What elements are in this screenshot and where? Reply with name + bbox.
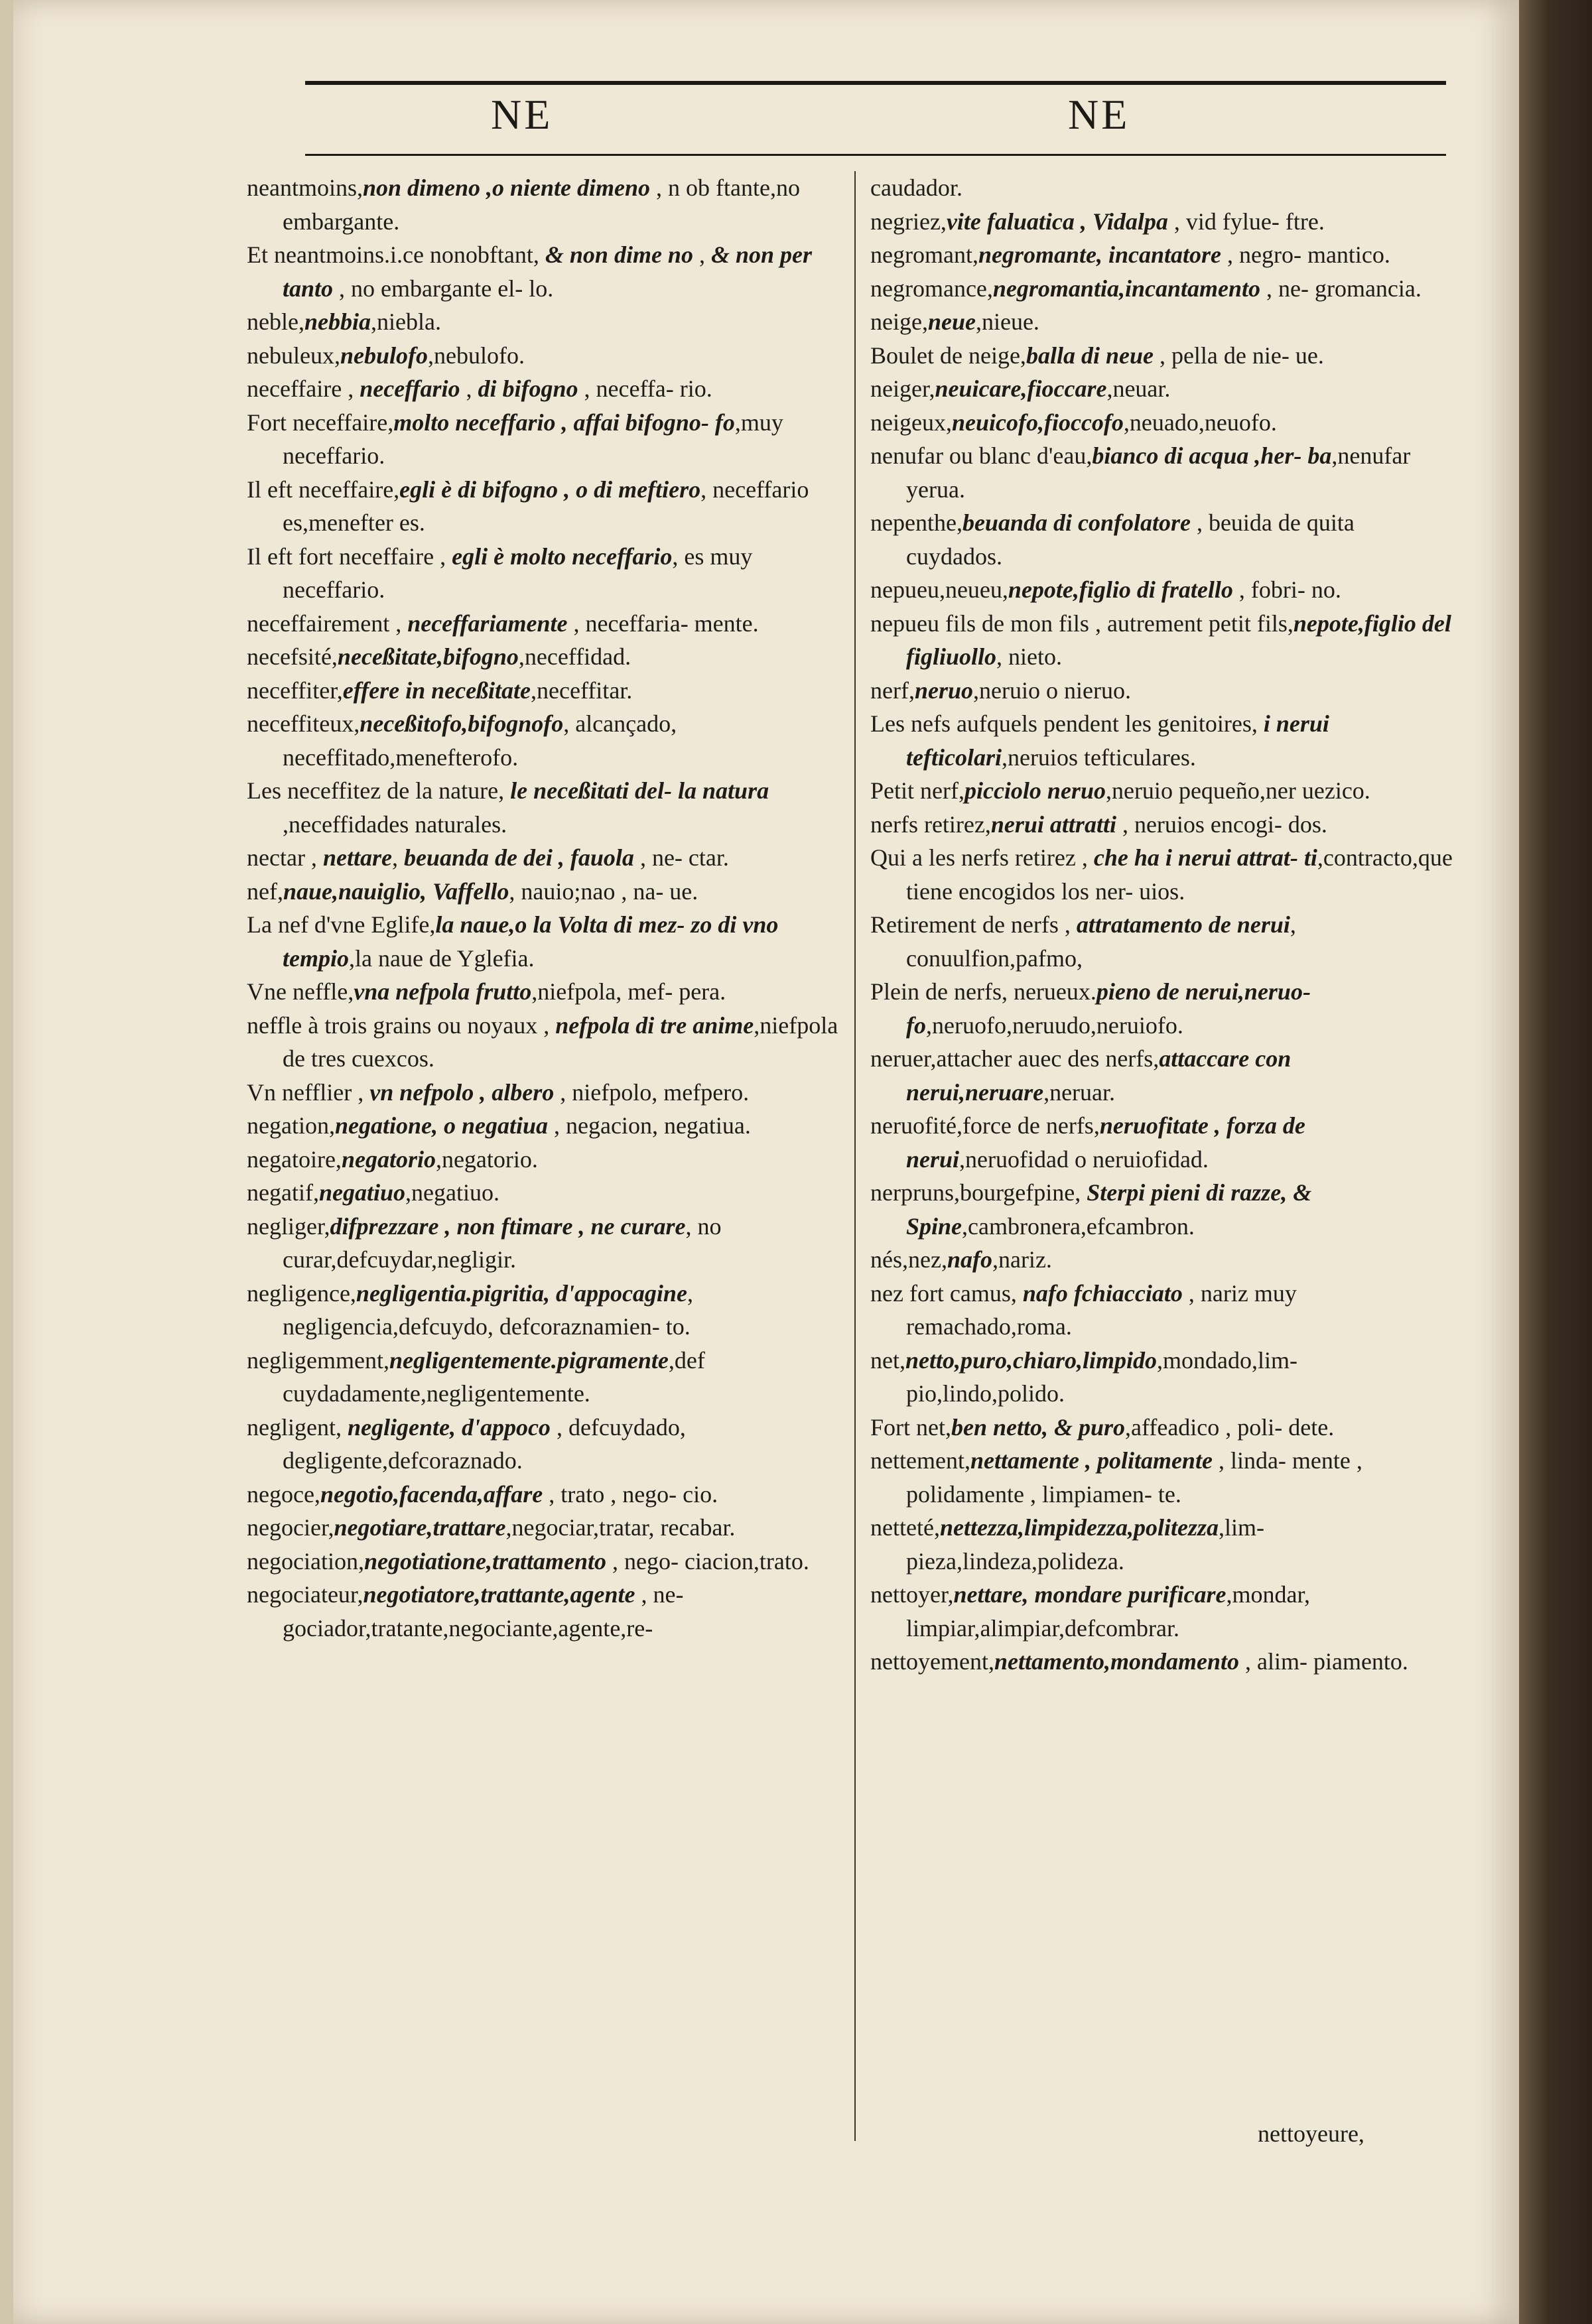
dictionary-entry: nez fort camus, nafo fchiacciato , nariz muy remachado,roma. [870,1279,1297,1340]
dictionary-entry: Retirement de nerfs , attratamento de nerui, conuulfion,pafmo, [870,911,1296,972]
binding-gutter [1519,0,1592,2324]
dictionary-entry: Il eft fort neceffaire , egli è molto neceffario, es muy neceffario. [247,543,753,603]
dictionary-entry: Boulet de neige,balla di neue , pella de nie- ue. [870,342,1324,369]
dictionary-entry: negliger,difprezzare , non ftimare , ne curare, no curar,defcuydar,negligir. [247,1212,722,1273]
dictionary-entry: Les nefs aufquels pendent les genitoires, i nerui tefticolari,neruios tefticulares. [870,710,1329,771]
dictionary-entry: nés,nez,nafo,nariz. [870,1246,1052,1273]
dictionary-entry: nerpruns,bourgefpine, Sterpi pieni di razze, & Spine,cambronera,efcambron. [870,1179,1312,1240]
dictionary-entry: negromant,negromante, incantatore , negro- mantico. [870,241,1390,268]
dictionary-entry: neffle à trois grains ou noyaux , nefpola di tre anime,niefpola de tres cuexcos. [247,1011,838,1072]
dictionary-entry: netteté,nettezza,limpidezza,politezza,lim- pieza,lindeza,polideza. [870,1514,1264,1575]
dictionary-entry: negociateur,negotiatore,trattante,agente , ne- gociador,tratante,negociante,agente,re- [247,1581,684,1642]
left-column [247,171,840,1645]
dictionary-entry: Petit nerf,picciolo neruo,neruio pequeño,ner uezico. [870,777,1370,804]
dictionary-entry: negoce,negotio,facenda,affare , trato , nego- cio. [247,1480,718,1508]
right-column [870,171,1454,1679]
dictionary-entry: Il eft neceffaire,egli è di bifogno , o di meftiero, neceffario es,menefter es. [247,476,809,536]
dictionary-entry: neceffaire , neceffario , di bifogno , neceffa- rio. [247,375,712,402]
dictionary-entry: Fort net,ben netto, & puro,affeadico , poli- dete. [870,1413,1335,1441]
dictionary-entry: La nef d'vne Eglife,la naue,o la Volta di mez- zo di vno tempio,la naue de Yglefia. [247,911,779,972]
dictionary-entry: nepueu fils de mon fils , autrement petit fils,nepote,figlio del figliuollo, nieto. [870,610,1451,670]
dictionary-entry: Fort neceffaire,molto neceffario , affai bifogno- fo,muy neceffario. [247,409,783,469]
dictionary-entry: Les neceffitez de la nature, le neceßitati del- la natura ,neceffidades naturales. [247,777,769,838]
dictionary-entry: caudador. [870,174,962,201]
dictionary-entry: nectar , nettare, beuanda de dei , fauola , ne- ctar. [247,844,729,871]
dictionary-entry: nenufar ou blanc d'eau,bianco di acqua ,her- ba,nenufar yerua. [870,442,1411,503]
dictionary-entry: Vn nefflier , vn nefpolo , albero , niefpolo, mefpero. [247,1078,750,1106]
header-rule-top [305,81,1446,85]
dictionary-entry: negocier,negotiare,trattare,negociar,tratar, recabar. [247,1514,736,1541]
dictionary-entry: neceffairement , neceffariamente , neceffaria- mente. [247,610,759,637]
dictionary-entry: neruofité,force de nerfs,neruofitate , forza de nerui,neruofidad o neruiofidad. [870,1112,1305,1173]
dictionary-entry: Vne neffle,vna nefpola frutto,niefpola, mef- pera. [247,978,726,1005]
dictionary-entry: neceffiteux,neceßitofo,bifognofo, alcançado, neceffitado,menefterofo. [247,710,677,771]
dictionary-entry: negligent, negligente, d'appoco , defcuydado, degligente,defcoraznado. [247,1413,686,1474]
dictionary-entry: negligence,negligentia.pigritia, d'appocagine, negligencia,defcuydo, defcoraznamien- to. [247,1279,693,1340]
dictionary-entry: negligemment,negligentemente.pigramente,def cuydadamente,negligentemente. [247,1346,705,1407]
dictionary-entry: negromance,negromantia,incantamento , ne- gromancia. [870,275,1422,302]
dictionary-entry: negociation,negotiatione,trattamento , nego- ciacion,trato. [247,1547,809,1575]
column-divider [854,171,856,2141]
catchword: nettoyeure, [1258,2120,1364,2147]
dictionary-entry: nettoyer,nettare, mondare purificare,mondar, limpiar,alimpiar,defcombrar. [870,1581,1311,1642]
dictionary-entry: nerfs retirez,nerui attratti , neruios encogi- dos. [870,810,1327,838]
dictionary-entry: nepenthe,beuanda di confolatore , beuida de quita cuydados. [870,509,1355,570]
dictionary-entry: nebuleux,nebulofo,nebulofo. [247,342,525,369]
dictionary-entry: Et neantmoins.i.ce nonobftant, & non dime no , & non per tanto , no embargante el- lo. [247,241,813,302]
dictionary-entry: nerf,neruo,neruio o nieruo. [870,677,1131,704]
header-rule-bottom [305,154,1446,156]
dictionary-entry: neige,neue,nieue. [870,308,1039,335]
dictionary-entry: nettoyement,nettamento,mondamento , alim- piamento. [870,1648,1408,1675]
dictionary-entry: nepueu,neueu,nepote,figlio di fratello , fobri- no. [870,576,1341,603]
dictionary-entry: neceffiter,effere in neceßitate,neceffitar. [247,677,633,704]
dictionary-entry: neiger,neuicare,fioccare,neuar. [870,375,1171,402]
dictionary-entry: neigeux,neuicofo,fioccofo,neuado,neuofo. [870,409,1277,436]
running-head-left: NE [491,91,553,138]
dictionary-entry: net,netto,puro,chiaro,limpido,mondado,lim- pio,lindo,polido. [870,1346,1298,1407]
dictionary-entry: Plein de nerfs, nerueux.pieno de nerui,neruo- fo,neruofo,neruudo,neruiofo. [870,978,1311,1039]
dictionary-entry: nef,naue,nauiglio, Vaffello, nauio;nao , na- ue. [247,877,698,905]
dictionary-entry: negatoire,negatorio,negatorio. [247,1145,538,1173]
dictionary-entry: Qui a les nerfs retirez , che ha i nerui attrat- ti,contracto,que tiene encogidos los ner- uios. [870,844,1453,905]
dictionary-entry: neantmoins,non dimeno ,o niente dimeno , n ob ftante,no embargante. [247,174,800,235]
dictionary-entry: negation,negatione, o negatiua , negacion, negatiua. [247,1112,751,1139]
dictionary-entry: necefsité,neceßitate,bifogno,neceffidad. [247,643,631,670]
dictionary-entry: neruer,attacher auec des nerfs,attaccare con nerui,neruare,neruar. [870,1045,1292,1106]
dictionary-entry: neble,nebbia,niebla. [247,308,441,335]
dictionary-entry: nettement,nettamente , politamente , linda- mente , polidamente , limpiamen- te. [870,1447,1362,1508]
book-page [13,0,1519,2324]
running-head-right: NE [1068,91,1130,138]
dictionary-entry: negriez,vite faluatica , Vidalpa , vid fylue- ftre. [870,208,1325,235]
dictionary-entry: negatif,negatiuo,negatiuo. [247,1179,499,1206]
